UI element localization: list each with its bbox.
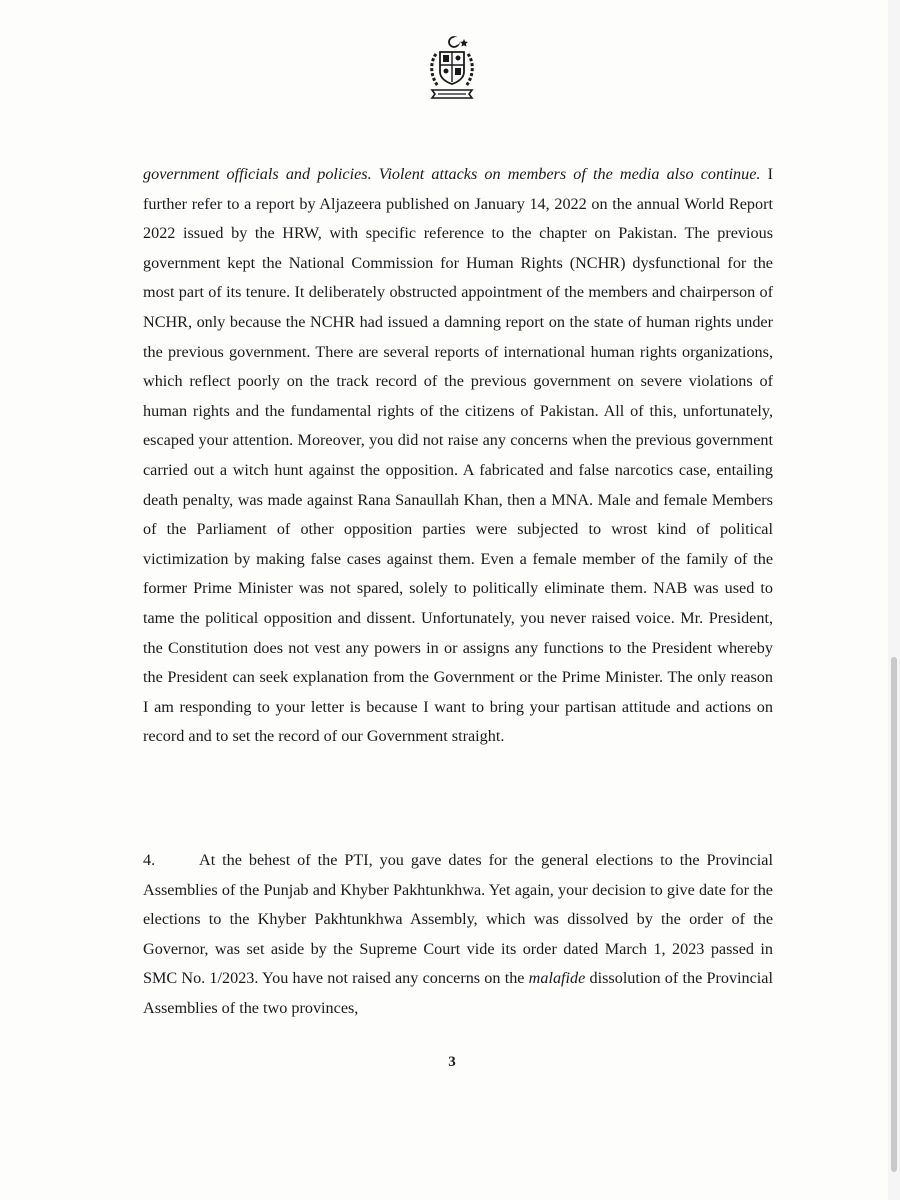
page-number: 3 <box>448 1054 456 1070</box>
paragraph-4-text-before: At the behest of the PTI, you gave dates for the general elections to the Provincial Assemblies of the Punjab and Khyber Pakhtunkhwa. Yet again, your decision to give date for the elections to the Khyber Pakhtunkhwa Assembly, which was dissolved by the order of the Governor, was set aside by the Supreme Court vide its order dated March 1, 2023 passed in SMC No. 1/2023. You have not raised any concerns on the <box>143 851 773 988</box>
paragraph-4-text-after: dissolution of the Provincial Assemblies of the two provinces, <box>143 969 773 1017</box>
paragraph-4 <box>143 846 773 1024</box>
state-emblem-icon <box>424 34 480 102</box>
continued-paragraph <box>143 160 773 752</box>
scrollbar-thumb[interactable] <box>891 657 897 1172</box>
italic-word: malafide <box>528 969 586 988</box>
paragraph-text: I further refer to a report by Aljazeera published on January 14, 2022 on the annual World Report 2022 issued by the HRW, with specific reference to the chapter on Pakistan. The previous government kept the National Commission for Human Rights (NCHR) dysfunctional for the most part of its tenure. It deliberately obstructed appointment of the members and chairperson of NCHR, only because the NCHR had issued a damning report on the state of human rights under the previous government. There are several reports of international human rights organizations, which reflect poorly on the track record of the previous government on severe violations of human rights and the fundamental rights of the citizens of Pakistan. All of this, unfortunately, escaped your attention. Moreover, you did not raise any concerns when the previous government carried out a witch hunt against the opposition. A fabricated and false narcotics case, entailing death penalty, was made against Rana Sanaullah Khan, then a MNA. Male and female Members of the Parliament of other opposition parties were subjected to wrost kind of political victimization by making false cases against them. Even a female member of the family of the former Prime Minister was not spared, solely to politically eliminate them. NAB was used to tame the political opposition and dissent. Unfortunately, you never raised voice. Mr. President, the Constitution does not vest any powers in or assigns any functions to the President whereby the President can seek explanation from the Government or the Prime Minister. The only reason I am responding to your letter is because I want to bring your partisan attitude and actions on record and to set the record of our Government straight. <box>143 165 773 746</box>
paragraph-number: 4. <box>143 851 156 869</box>
italic-lead-text: government officials and policies. Violent attacks on members of the media also continue. <box>143 165 761 183</box>
